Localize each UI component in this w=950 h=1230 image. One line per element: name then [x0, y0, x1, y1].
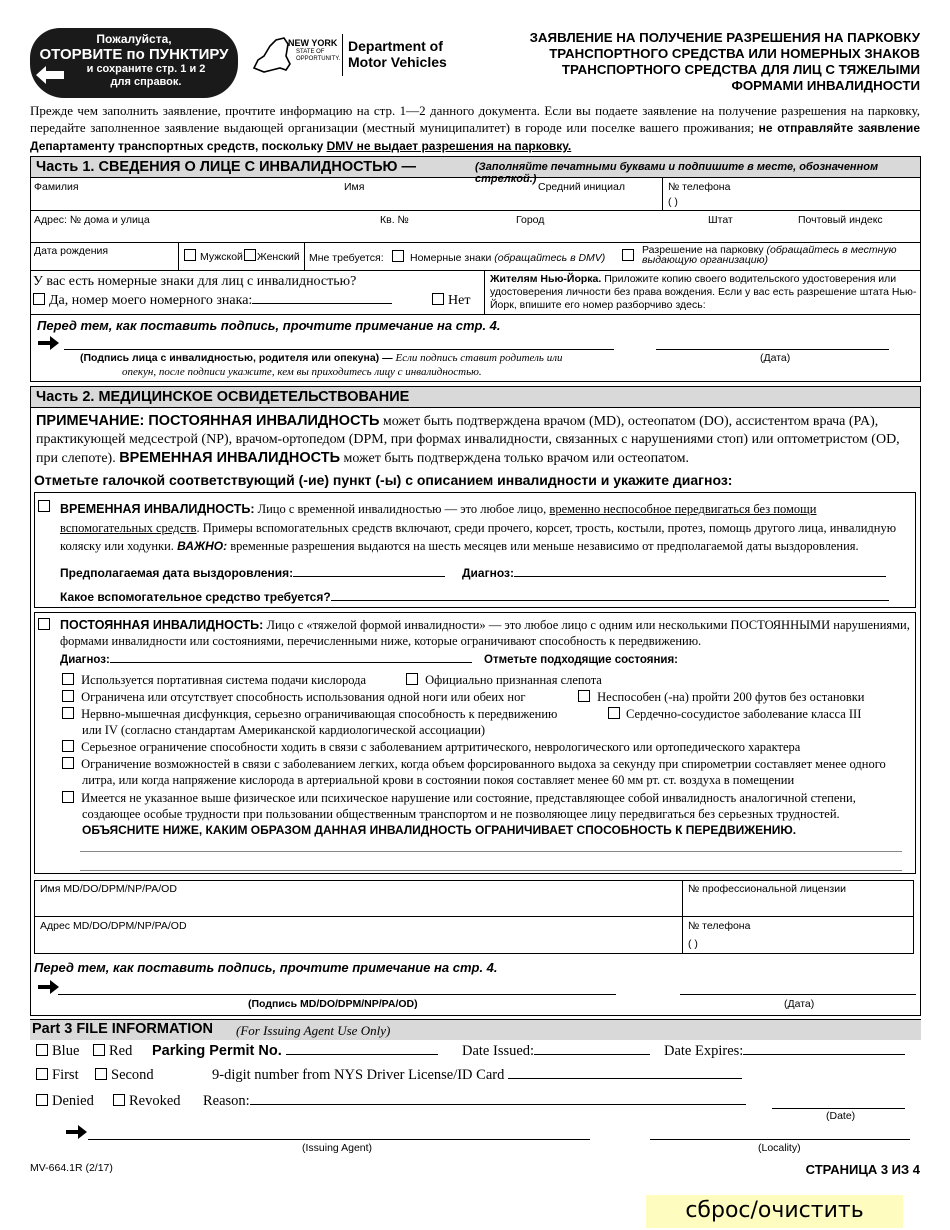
date-issued-label: Date Issued: [462, 1043, 650, 1060]
first-option[interactable]: First [36, 1067, 79, 1084]
title-line: ТРАНСПОРТНОГО СРЕДСТВА ИЛИ НОМЕРНЫХ ЗНАКОВ [549, 46, 920, 61]
locality-field[interactable] [650, 1122, 910, 1139]
dob-label: Дата рождения [34, 245, 109, 257]
second-checkbox[interactable] [95, 1068, 107, 1080]
license-label: № профессиональной лицензии [688, 883, 846, 895]
date-issued-field[interactable] [540, 1042, 656, 1059]
middle-initial-label: Средний инициал [538, 181, 625, 193]
provider-phone-field[interactable] [684, 933, 912, 952]
reason-field[interactable] [254, 1092, 750, 1109]
ny-residents-note: Жителям Нью-Йорка. Приложите копию своего водительского удостоверения или удостоверения личности без права вождения. Если у вас есть разрешение штата Нью-Йорк, впишите его номер разборчиво здесь: [490, 273, 917, 311]
provider-name-label: Имя MD/DO/DPM/NP/PA/OD [40, 883, 177, 895]
temporary-option[interactable] [38, 500, 54, 514]
tear-line-3: и сохраните стр. 1 и 2 [86, 63, 206, 75]
title-line: ФОРМАМИ ИНВАЛИДНОСТИ [731, 78, 920, 93]
plates-checkbox[interactable] [392, 250, 404, 262]
logo-state-name: NEW YORK [288, 38, 338, 48]
permit-no-label: Parking Permit No. [152, 1043, 438, 1059]
provider-address-field[interactable] [36, 933, 680, 952]
permanent-option[interactable] [38, 618, 54, 632]
date-expires-label: Date Expires: [664, 1043, 905, 1060]
part2-note: ПРИМЕЧАНИЕ: ПОСТОЯННАЯ ИНВАЛИДНОСТЬ может быть подтверждена врачом (MD), остеопатом (DO), ассистентом врача (PA), практикующей медсестрой (NP), врачом-ортопедом (DPM, при формах инвалидности, связанных с нарушениями стоп) или оптометристом (OD, при слепоте). ВРЕМЕННАЯ ИНВАЛИДНОСТЬ может быть подтверждена только врачом или остеопатом. [36, 413, 900, 466]
temp-diagnosis-label: Диагноз: [462, 566, 886, 580]
phone-parens: ( ) [668, 196, 678, 208]
perm-diagnosis-field[interactable] [113, 653, 475, 667]
nine-digit-field[interactable] [528, 1066, 762, 1083]
condition-item[interactable]: Ограничена или отсутствует способность использования одной ноги или обеих ног [62, 689, 525, 705]
aid-required-label: Какое вспомогательное средство требуется? [60, 590, 889, 604]
permit-option[interactable] [622, 249, 638, 263]
condition-item[interactable]: Имеется не указанное выше физическое или психическое нарушение или состояние, представляющее собой инвалидность аналогичной степени, создающее особые трудности при пользовании общественным транспортом и не позволяющее лицу передвигаться без серьезных трудностей. [62, 790, 914, 822]
nine-digit-label: 9-digit number from NYS Driver License/ID Card [212, 1067, 742, 1084]
perm-diagnosis-label: Диагноз: [60, 654, 472, 666]
city-label: Город [516, 214, 545, 226]
condition-item[interactable]: Неспособен (-на) пройти 200 футов без остановки [578, 689, 865, 705]
condition-item[interactable]: Серьезное ограничение способности ходить в связи с заболеванием артритического, неврологического или ортопедического характера [62, 739, 800, 755]
reason-label: Reason: [203, 1093, 746, 1110]
condition-checkbox[interactable] [406, 673, 418, 685]
recovery-date-label: Предполагаемая дата выздоровления: [60, 566, 445, 580]
form-id: MV-664.1R (2/17) [30, 1162, 113, 1174]
part1-signature-note: опекун, после подписи укажите, кем вы приходитесь лицу с инвалидностью. [122, 366, 482, 378]
revoked-option[interactable]: Revoked [113, 1093, 181, 1110]
issuing-agent-label: (Issuing Agent) [302, 1142, 373, 1154]
blue-checkbox[interactable] [36, 1044, 48, 1056]
condition-item[interactable]: Нервно-мышечная дисфункция, серьезно ограничивающая способность к передвижению [62, 706, 557, 722]
no-plates-checkbox[interactable] [432, 293, 444, 305]
aid-required-field[interactable] [330, 589, 888, 603]
temp-diagnosis-field[interactable] [515, 565, 887, 579]
condition-checkbox[interactable] [62, 740, 74, 752]
address-label: Адрес: № дома и улица [34, 214, 150, 226]
last-name-field[interactable] [32, 192, 660, 209]
sign-arrow-icon [38, 979, 60, 995]
permanent-checkbox[interactable] [38, 618, 50, 630]
page-number: СТРАНИЦА 3 ИЗ 4 [805, 1162, 920, 1177]
intro-text: Прежде чем заполнить заявление, прочтите информацию на стр. 1—2 данного документа. Если вы подаете заявление на получение разрешения на парковку, передайте заполненное заявление выдающей организации (местный муниципалитет) в городе или поселке вашего проживания; не отправляйте заявление Департаменту транспортных средств, поскольку DMV не выдает разрешения на парковку. [30, 103, 920, 153]
first-checkbox[interactable] [36, 1068, 48, 1080]
provider-name-field[interactable] [36, 896, 680, 914]
part2-date-field[interactable] [680, 978, 916, 994]
need-label: Мне требуется: [309, 252, 384, 264]
female-checkbox[interactable] [244, 249, 256, 261]
plates-option[interactable]: Номерные знаки (обращайтесь в DMV) [392, 250, 605, 264]
sign-arrow-icon [66, 1124, 88, 1140]
yes-plates-checkbox[interactable] [33, 293, 45, 305]
part1-date-field[interactable] [656, 333, 889, 349]
address-field[interactable] [32, 226, 918, 241]
reset-button[interactable]: сброс/очистить [646, 1195, 903, 1228]
logo-opportunity: OPPORTUNITY. [296, 56, 341, 62]
male-checkbox[interactable] [184, 249, 196, 261]
part1-signature-label: (Подпись лица с инвалидностью, родителя или опекуна) — Если подпись ставит родитель или [80, 352, 563, 364]
denied-checkbox[interactable] [36, 1094, 48, 1106]
provider-phone-label: № телефона [688, 920, 751, 932]
form-title [480, 30, 920, 94]
yes-plates-option[interactable]: Да, номер моего номерного знака: [33, 293, 392, 309]
apt-label: Кв. № [380, 214, 409, 226]
locality-label: (Locality) [758, 1142, 801, 1154]
arrow-left-icon [34, 64, 66, 86]
explain-label: ОБЪЯСНИТЕ НИЖЕ, КАКИМ ОБРАЗОМ ДАННАЯ ИНВАЛИДНОСТЬ ОГРАНИЧИВАЕТ СПОСОБНОСТЬ К ПЕРЕДВИЖЕНИЮ. [82, 823, 797, 837]
permit-no-field[interactable] [298, 1042, 450, 1059]
part1-before-sign-note: Перед тем, как поставить подпись, прочтите примечание на стр. 4. [37, 318, 501, 333]
female-option[interactable]: Женский [244, 249, 300, 263]
part1-heading: Часть 1. СВЕДЕНИЯ О ЛИЦЕ С ИНВАЛИДНОСТЬЮ — (Заполняйте печатными буквами и подпишите в месте, обозначенном стрелкой.) [30, 156, 921, 178]
part2-date-label: (Дата) [784, 998, 815, 1010]
part3-date-field[interactable] [772, 1092, 905, 1108]
permanent-text: ПОСТОЯННАЯ ИНВАЛИДНОСТЬ: Лицо с «тяжелой формой инвалидности» — это любое лицо с одним или несколькими ПОСТОЯННЫМИ нарушениями, формами инвалидности или состояниями, перечисленными ниже, которые ограничивают способность к передвижению. [60, 618, 910, 648]
denied-option[interactable]: Denied [36, 1093, 94, 1110]
provider-address-label: Адрес MD/DO/DPM/NP/PA/OD [40, 920, 187, 932]
date-expires-field[interactable] [750, 1042, 912, 1059]
permit-label: Разрешение на парковку (обращайтесь в местную выдающую организацию) [642, 244, 897, 266]
no-plates-option[interactable]: Нет [432, 293, 470, 309]
title-line: ЗАЯВЛЕНИЕ НА ПОЛУЧЕНИЕ РАЗРЕШЕНИЯ НА ПАРКОВКУ [529, 30, 920, 45]
condition-item[interactable]: Официально признанная слепота [406, 672, 602, 688]
condition-checkbox[interactable] [62, 791, 74, 803]
provider-phone-parens: ( ) [688, 938, 698, 950]
issuing-agent-field[interactable] [88, 1122, 590, 1139]
condition-checkbox[interactable] [62, 707, 74, 719]
part2-signature-label: (Подпись MD/DO/DPM/NP/PA/OD) [248, 998, 418, 1010]
condition-checkbox[interactable] [62, 690, 74, 702]
mark-conditions-label: Отметьте подходящие состояния: [484, 654, 679, 666]
tear-line-4: для справок. [110, 76, 182, 88]
last-name-label: Фамилия [34, 181, 79, 193]
red-checkbox[interactable] [93, 1044, 105, 1056]
recovery-date-field[interactable] [300, 565, 452, 579]
phone-label: № телефона [668, 181, 731, 193]
permit-checkbox[interactable] [622, 249, 634, 261]
condition-item-text: Сердечно-сосудистое заболевание класса III [626, 707, 862, 721]
explain-field[interactable] [80, 838, 902, 872]
temporary-text: ВРЕМЕННАЯ ИНВАЛИДНОСТЬ: Лицо с временной инвалидностью — это любое лицо, временно неспособное передвигаться без помощи вспомогательных средств. Примеры вспомогательных средств включают, среди прочего, корсет, трость, костыли, протез, помощь другого лица, инвалидную коляску или ходунки. ВАЖНО: временные разрешения выдаются на шесть месяцев или меньше независимо от предполагаемой даты выздоровления. [60, 502, 897, 553]
license-field[interactable] [684, 896, 912, 914]
title-line: ТРАНСПОРТНОГО СРЕДСТВА ДЛЯ ЛИЦ С ТЯЖЕЛЫМИ [561, 62, 920, 77]
part1-date-label: (Дата) [760, 352, 791, 364]
temporary-checkbox[interactable] [38, 500, 50, 512]
condition-checkbox[interactable] [62, 757, 74, 769]
revoked-checkbox[interactable] [113, 1094, 125, 1106]
red-option[interactable]: Red [93, 1043, 132, 1060]
check-instruction: Отметьте галочкой соответствующий (-ие) пункт (-ы) с описанием инвалидности и укажите диагноз: [34, 472, 733, 488]
part2-before-sign-note: Перед тем, как поставить подпись, прочтите примечание на стр. 4. [34, 960, 498, 975]
blue-option[interactable]: Blue [36, 1043, 79, 1060]
logo-dept-line2: Motor Vehicles [348, 54, 447, 70]
tear-line-1: Пожалуйста, [96, 32, 172, 46]
dmv-logo [250, 32, 470, 82]
state-label: Штат [708, 214, 733, 226]
first-name-label: Имя [344, 181, 365, 193]
have-plates-question: У вас есть номерные знаки для лиц с инвалидностью? [33, 274, 357, 289]
logo-dept-line1: Department of [348, 38, 443, 54]
logo-state-of: STATE OF [296, 49, 325, 55]
part1-signature-field[interactable] [64, 333, 614, 349]
condition-checkbox[interactable] [62, 673, 74, 685]
part3-heading: Part 3 FILE INFORMATION (For Issuing Agent Use Only) [30, 1019, 921, 1040]
condition-item[interactable]: Используется портативная система подачи кислорода [62, 672, 366, 688]
condition-checkbox[interactable] [578, 690, 590, 702]
part3-date-label: (Date) [826, 1110, 856, 1122]
second-option[interactable]: Second [95, 1067, 154, 1084]
condition-checkbox[interactable] [608, 707, 620, 719]
condition-item[interactable]: Ограничение возможностей в связи с заболеванием легких, когда объем форсированного выдоха за секунду при спирометрии составляет менее одного литра, или когда напряжение кислорода в артериальной крови в состоянии покоя составляет менее 60 мм рт. ст. воздуха в помещении [62, 756, 914, 788]
tear-line-2: ОТОРВИТЕ по ПУНКТИРУ [39, 46, 229, 63]
tear-off-notice [30, 28, 238, 98]
condition-item-text-cont: или IV (согласно стандартам Американской кардиологической ассоциации) [82, 723, 486, 737]
zip-label: Почтовый индекс [798, 214, 883, 226]
phone-field[interactable] [664, 192, 919, 209]
male-option[interactable]: Мужской [184, 249, 243, 263]
part2-signature-field[interactable] [58, 978, 616, 994]
part2-heading: Часть 2. МЕДИЦИНСКОЕ ОСВИДЕТЕЛЬСТВОВАНИЕ [30, 386, 921, 408]
sign-arrow-icon [38, 335, 60, 351]
